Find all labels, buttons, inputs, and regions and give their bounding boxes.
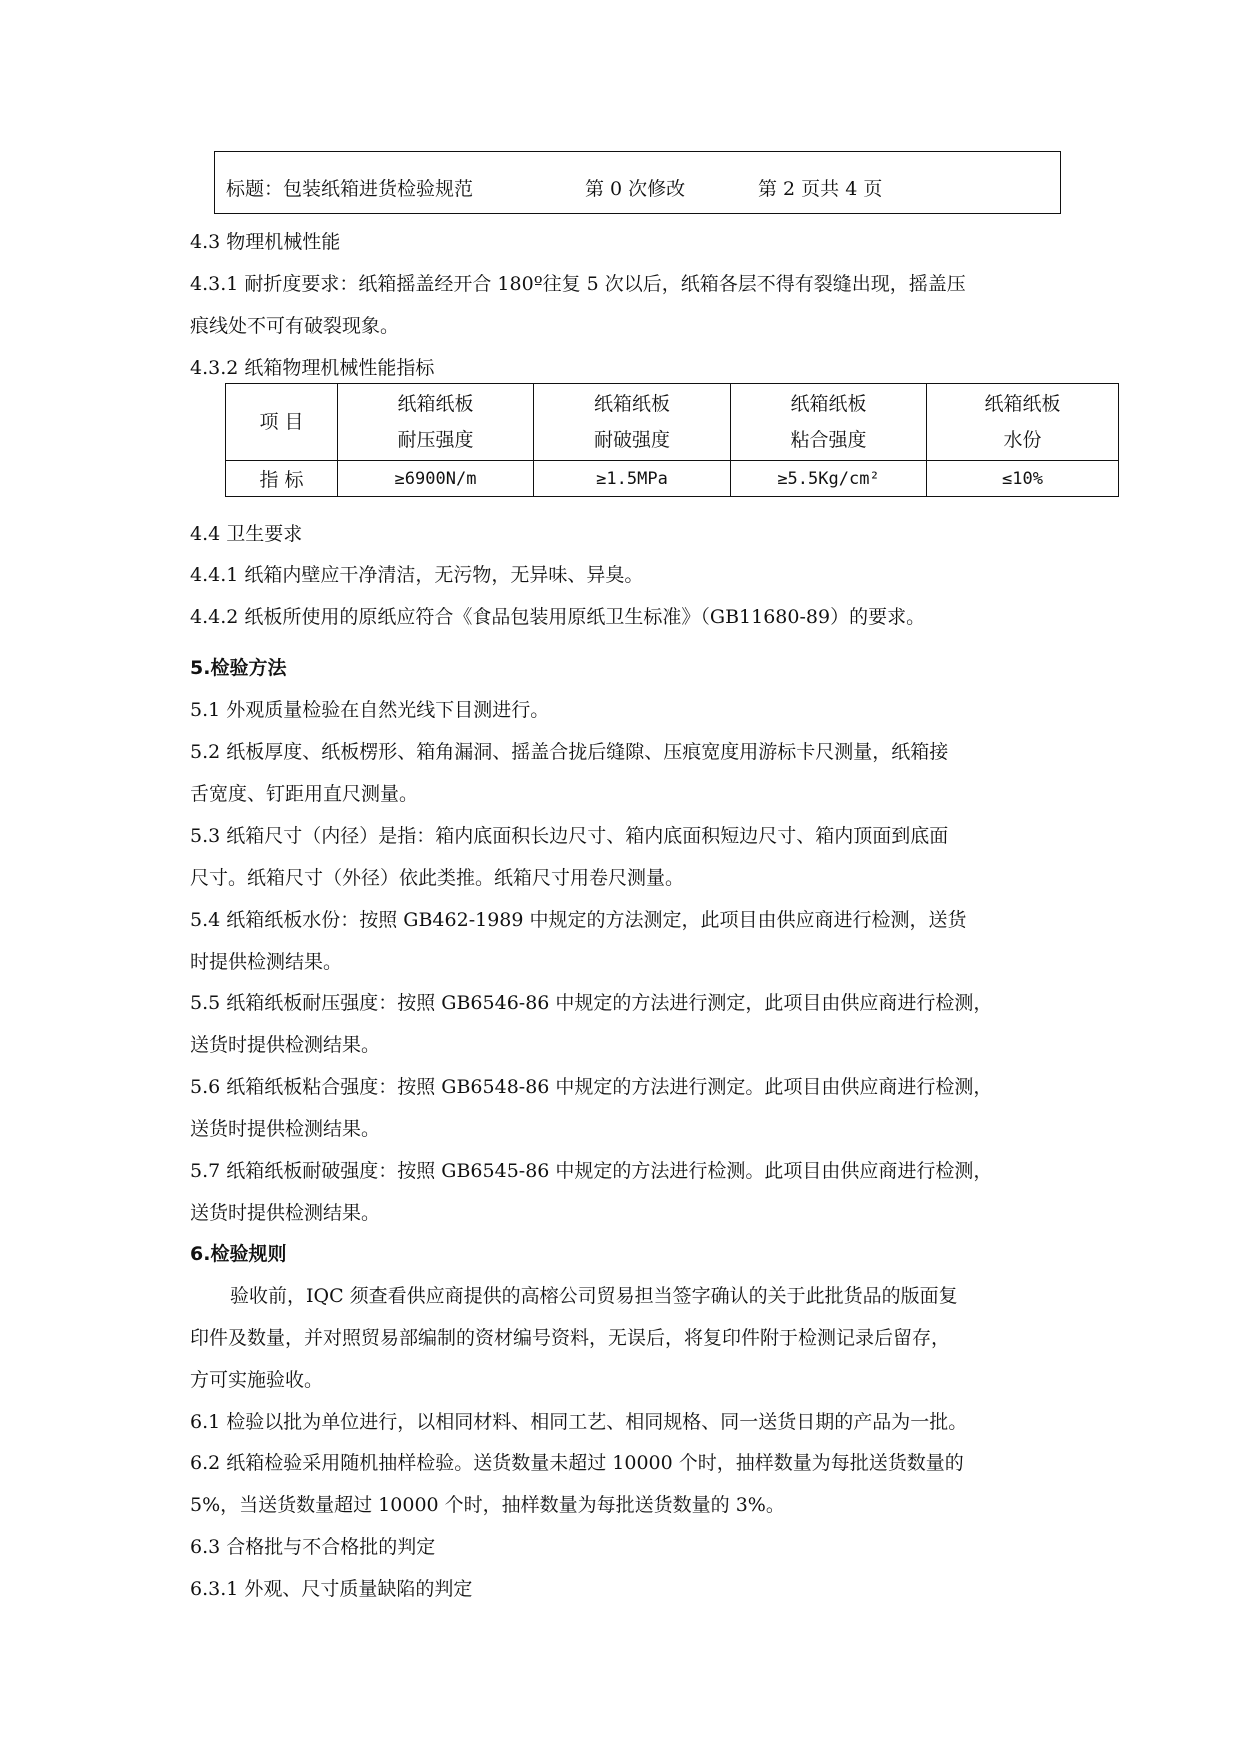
table-cell: ≥5.5Kg/cm² [731, 461, 927, 497]
document-header [214, 151, 1061, 214]
section-heading: 4.3 物理机械性能 [190, 231, 341, 253]
paragraph-line: 5%，当送货数量超过 10000 个时，抽样数量为每批送货数量的 3%。 [190, 1494, 785, 1516]
paragraph-line: 6.2 纸箱检验采用随机抽样检验。送货数量未超过 10000 个时，抽样数量为每批送货数量的 [190, 1452, 964, 1474]
section-heading: 6.3 合格批与不合格批的判定 [190, 1536, 436, 1558]
paragraph-line: 舌宽度、钉距用直尺测量。 [190, 783, 419, 805]
paragraph-line: 尺寸。纸箱尺寸（外径）依此类推。纸箱尺寸用卷尺测量。 [190, 867, 685, 889]
table-header-label: 项 目 [226, 384, 338, 461]
section-heading: 4.4 卫生要求 [190, 523, 303, 545]
spec-table [225, 383, 1119, 497]
section-heading: 4.3.2 纸箱物理机械性能指标 [190, 357, 435, 379]
paragraph-line: 6.1 检验以批为单位进行，以相同材料、相同工艺、相同规格、同一送货日期的产品为一批。 [190, 1411, 968, 1433]
section-title: 6.检验规则 [190, 1243, 287, 1265]
table-cell: ≥1.5MPa [534, 461, 731, 497]
table-header-cell: 纸箱纸板 粘合强度 [731, 384, 927, 461]
paragraph-line: 4.4.2 纸板所使用的原纸应符合《食品包装用原纸卫生标准》（GB11680-89）的要求。 [190, 606, 926, 628]
paragraph-line: 印件及数量，并对照贸易部编制的资材编号资料，无误后，将复印件附于检测记录后留存， [190, 1327, 951, 1349]
header-page: 第 2 页共 4 页 [758, 178, 883, 200]
section-title: 5.检验方法 [190, 657, 287, 679]
table-header-cell: 纸箱纸板 耐破强度 [534, 384, 731, 461]
paragraph-line: 痕线处不可有破裂现象。 [190, 315, 400, 337]
table-header-row [226, 384, 1119, 461]
paragraph-line: 5.2 纸板厚度、纸板楞形、箱角漏洞、摇盖合拢后缝隙、压痕宽度用游标卡尺测量，纸箱接 [190, 741, 949, 763]
table-header-cell: 纸箱纸板 水份 [927, 384, 1119, 461]
table-cell: ≥6900N/m [338, 461, 534, 497]
paragraph-line: 时提供检测结果。 [190, 951, 343, 973]
paragraph-line: 送货时提供检测结果。 [190, 1202, 381, 1224]
paragraph-line: 5.3 纸箱尺寸（内径）是指：箱内底面积长边尺寸、箱内底面积短边尺寸、箱内顶面到底面 [190, 825, 949, 847]
paragraph-line: 5.6 纸箱纸板粘合强度：按照 GB6548-86 中规定的方法进行测定。此项目由供应商进行检测， [190, 1076, 993, 1098]
paragraph-line: 送货时提供检测结果。 [190, 1118, 381, 1140]
paragraph-line: 方可实施验收。 [190, 1369, 324, 1391]
paragraph-line: 5.5 纸箱纸板耐压强度：按照 GB6546-86 中规定的方法进行测定，此项目由供应商进行检测， [190, 992, 993, 1014]
paragraph-line: 验收前，IQC 须查看供应商提供的高榕公司贸易担当签字确认的关于此批货品的版面复 [230, 1285, 958, 1307]
table-cell: ≤10% [927, 461, 1119, 497]
paragraph-line: 5.7 纸箱纸板耐破强度：按照 GB6545-86 中规定的方法进行检测。此项目由供应商进行检测， [190, 1160, 993, 1182]
table-row-label: 指 标 [226, 461, 338, 497]
header-revision: 第 0 次修改 [585, 178, 686, 200]
paragraph-line: 4.3.1 耐折度要求：纸箱摇盖经开合 180º往复 5 次以后，纸箱各层不得有裂缝出现，摇盖压 [190, 273, 966, 295]
header-title: 标题：包装纸箱进货检验规范 [226, 178, 474, 200]
paragraph-line: 4.4.1 纸箱内壁应干净清洁，无污物，无异味、异臭。 [190, 564, 644, 586]
table-header-cell: 纸箱纸板 耐压强度 [338, 384, 534, 461]
paragraph-line: 送货时提供检测结果。 [190, 1034, 381, 1056]
paragraph-line: 5.1 外观质量检验在自然光线下目测进行。 [190, 699, 550, 721]
section-heading: 6.3.1 外观、尺寸质量缺陷的判定 [190, 1578, 473, 1600]
table-row [226, 461, 1119, 497]
paragraph-line: 5.4 纸箱纸板水份：按照 GB462-1989 中规定的方法测定，此项目由供应商进行检测，送货 [190, 909, 967, 931]
